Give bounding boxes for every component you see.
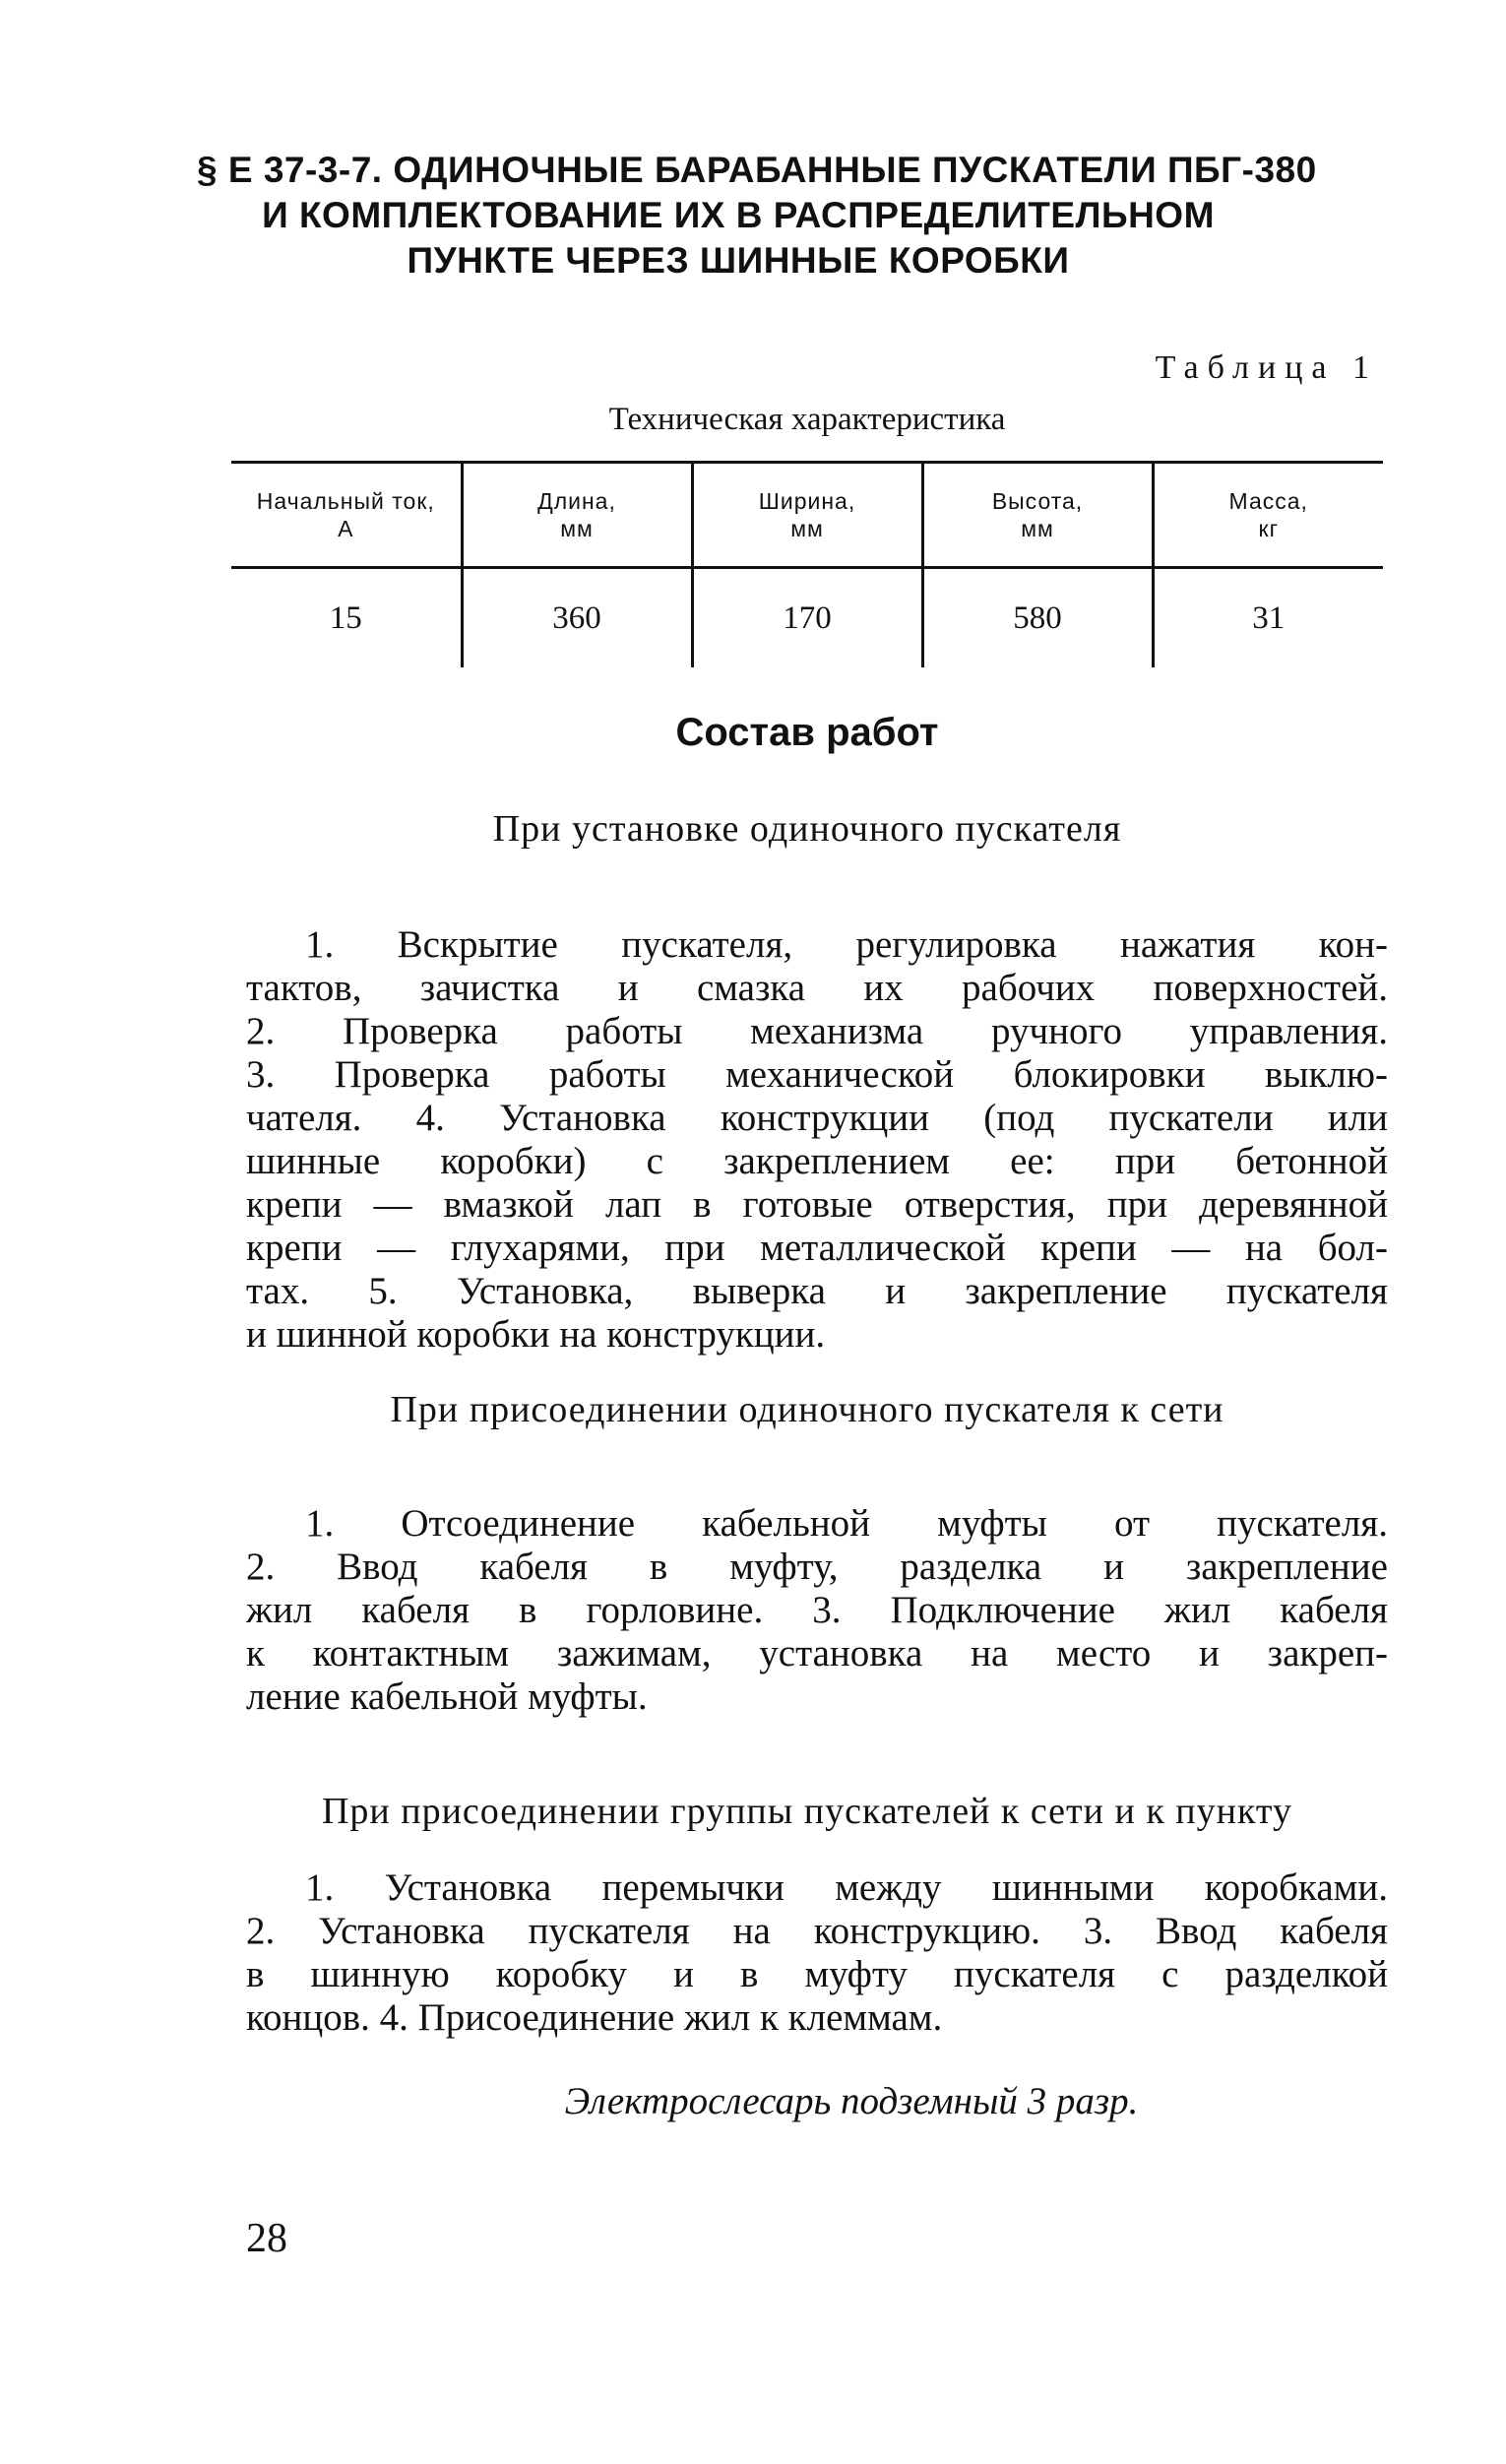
text-line: 2. Установка пускателя на конструкцию. 3. Ввод кабеля — [246, 1910, 1388, 1952]
spec-table — [231, 461, 1383, 667]
text-line: в шинную коробку и в муфту пускателя с разделкой — [246, 1953, 1388, 1995]
text-line: шинные коробки) с закреплением ее: при бетонной — [246, 1140, 1388, 1182]
text-line: крепи — вмазкой лап в готовые отверстия, при деревянной — [246, 1183, 1388, 1226]
table-label: Таблица 1 — [1155, 349, 1378, 386]
header-current-unit: А — [338, 516, 354, 541]
text-line: 1. Вскрытие пускателя, регулировка нажатия кон- — [305, 923, 1388, 966]
text-line: и шинной коробки на конструкции. — [246, 1313, 826, 1356]
cell-width: 170 — [692, 568, 922, 668]
text-line: крепи — глухарями, при металлической крепи — на бол- — [246, 1227, 1388, 1269]
text-line: 1. Отсоединение кабельной муфты от пускателя. — [305, 1502, 1388, 1545]
header-height — [922, 463, 1153, 568]
text-line: 2. Проверка работы механизма ручного управления. — [246, 1010, 1388, 1052]
header-length-unit: мм — [560, 516, 594, 541]
paragraph-single-connect — [246, 1502, 1388, 1719]
heading-line-1: § Е 37-3-7. ОДИНОЧНЫЕ БАРАБАННЫЕ ПУСКАТЕЛИ ПБГ-380 — [197, 150, 1317, 190]
heading-line-2: И КОМПЛЕКТОВАНИЕ ИХ В РАСПРЕДЕЛИТЕЛЬНОМ — [262, 195, 1215, 235]
header-width — [692, 463, 922, 568]
text-line: 1. Установка перемычки между шинными коробками. — [305, 1866, 1388, 1909]
text-line: 2. Ввод кабеля в муфту, разделка и закрепление — [246, 1546, 1388, 1588]
text-line: концов. 4. Присоединение жил к клеммам. — [246, 1996, 943, 2039]
cell-mass: 31 — [1153, 568, 1383, 668]
text-line: жил кабеля в горловине. 3. Подключение жил кабеля — [246, 1589, 1388, 1631]
subtitle-group-connect: При присоединении группы пускателей к сети и к пункту — [321, 1791, 1293, 1832]
text-line: к контактным зажимам, установка на место и закреп- — [246, 1632, 1388, 1674]
text-line: ление кабельной муфты. — [246, 1675, 648, 1718]
spec-table-header-row — [231, 463, 1383, 568]
header-width-unit: мм — [790, 516, 824, 541]
worker-qualification: Электрослесарь подземный 3 разр. — [564, 2080, 1139, 2122]
header-length-name: Длина, — [537, 488, 616, 514]
cell-height: 580 — [922, 568, 1153, 668]
header-height-name: Высота, — [991, 488, 1084, 514]
header-current-name: Начальный ток, — [256, 488, 435, 514]
header-mass-name: Масса, — [1228, 488, 1308, 514]
text-line: чателя. 4. Установка конструкции (под пускатели или — [246, 1097, 1388, 1139]
text-line: 3. Проверка работы механической блокировки выклю- — [246, 1053, 1388, 1096]
text-line: тактов, зачистка и смазка их рабочих поверхностей. — [246, 967, 1388, 1009]
section-heading — [197, 148, 1317, 284]
paragraph-single-install — [246, 923, 1388, 1357]
header-mass-unit: кг — [1258, 516, 1279, 541]
text-line: тах. 5. Установка, выверка и закрепление пускателя — [246, 1270, 1388, 1312]
header-length — [462, 463, 692, 568]
subtitle-single-install: При установке одиночного пускателя — [492, 808, 1122, 850]
header-mass — [1153, 463, 1383, 568]
page-number: 28 — [246, 2216, 287, 2261]
heading-line-3: ПУНКТЕ ЧЕРЕЗ ШИННЫЕ КОРОБКИ — [407, 240, 1070, 281]
paragraph-group-connect — [246, 1866, 1388, 2040]
header-height-unit: мм — [1021, 516, 1054, 541]
header-width-name: Ширина, — [758, 488, 856, 514]
cell-current: 15 — [329, 600, 362, 636]
works-title: Состав работ — [675, 711, 939, 754]
table-caption: Техническая характеристика — [608, 402, 1006, 437]
header-current — [231, 463, 462, 568]
cell-length: 360 — [462, 568, 692, 668]
spec-table-row — [231, 568, 1383, 668]
subtitle-single-connect: При присоединении одиночного пускателя к сети — [390, 1389, 1224, 1430]
